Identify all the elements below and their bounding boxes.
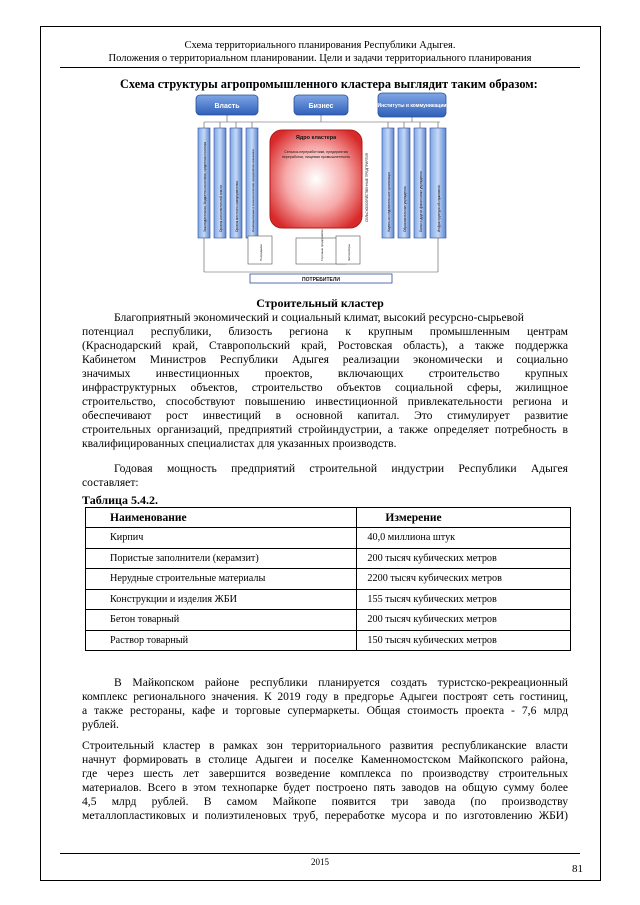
column-label: Образовательные учреждения — [403, 186, 407, 232]
running-header-line1: Схема территориального планирования Республики Адыгея. — [184, 40, 456, 51]
table-caption: Таблица 5.4.2. — [82, 493, 158, 507]
cell-name: Конструкции и изделия ЖБИ — [86, 589, 357, 610]
paragraph-line: Благоприятный экономический и социальный климат, высокий ресурсно-сырьевой — [114, 311, 525, 324]
bottom-box-label: Экспортёры — [347, 244, 351, 261]
paragraph-line: инфраструктурных объектов, строительство объектов социальной сферы, жилищное — [82, 381, 568, 394]
paragraph-line: строительных организаций, предприятий стройиндустрии, а также определяет потребность в — [82, 423, 568, 436]
paragraph-line: начнут формировать в столице Адыгеи и поселке Каменномостском Майкопского района, — [82, 753, 568, 766]
page-number: 81 — [572, 863, 583, 875]
left-column-4 — [246, 128, 258, 238]
right-column-4 — [430, 128, 446, 238]
paragraph-line: Годовая мощность предприятий строительной индустрии Республики Адыгея — [114, 462, 568, 475]
paragraph-line: а также рестораны, кафе и торговые супермаркеты. Общая стоимость проекта - 7,6 млрд — [82, 704, 568, 717]
left-column-2 — [214, 128, 226, 238]
table-row — [86, 589, 571, 610]
cell-measure: 2200 тысяч кубических метров — [357, 569, 571, 590]
table-header-row — [86, 508, 571, 528]
right-column-3 — [414, 128, 426, 238]
paragraph-line: значимых инвестиционных проектов, включающих строительство крупных — [82, 367, 568, 380]
paragraph-line: (Краснодарский край, Ставропольский край, Ростовская область), а также поддержка — [82, 339, 568, 352]
column-label: Органы исполнительной власти — [219, 184, 223, 232]
top-box-label: Бизнес — [308, 103, 334, 110]
table-row — [86, 569, 571, 590]
cell-name: Кирпич — [86, 528, 357, 549]
top-box-vlast — [196, 95, 258, 115]
table-row — [86, 528, 571, 549]
column-label: Органы местного самоуправления — [235, 180, 239, 232]
paragraph-line: материалов. Всего в этом технопарке будет построено пять заводов на общую сумму более — [82, 781, 568, 794]
paragraph-line: комплекс регионального значения. К 2019 году в предгорье Адыгеи построят сеть гостиниц, — [82, 690, 568, 703]
side-label: СЕЛЬСКОХОЗЯЙСТВЕННЫЕ ПРЕДПРИЯТИЯ — [365, 152, 369, 222]
paragraph-line: составляет: — [82, 476, 139, 489]
paragraph-line: квалифицированных специалистах для указанных производств. — [82, 437, 397, 450]
table-row — [86, 610, 571, 631]
paragraph-line: Строительный кластер в рамках зон территориального развития республиканские власти — [82, 739, 568, 752]
paragraph-line: В Майкопском районе республики планируется создать туристско-рекреационный — [114, 676, 568, 689]
column-header-name: Наименование — [86, 508, 357, 528]
core-title: Ядро кластера — [295, 135, 337, 141]
column-label: Инновационные и технологические предприятия-смежники — [251, 149, 255, 232]
paragraph-line: металлопластиковых и полиэтиленовых труб, переработке мусора и по изготовлению ЖБИ) — [82, 809, 568, 822]
column-label: Научно-исследовательские организации — [387, 171, 391, 232]
paragraph-line: обеспечивают рост инвестиций в основной капитал. Это стимулирует развитие — [82, 409, 568, 422]
consumers-label: ПОТРЕБИТЕЛИ — [302, 277, 340, 283]
paragraph-line: строительство, способствуют повышению инвестиционной привлекательности региона и — [82, 395, 568, 408]
top-box-label: Власть — [214, 103, 240, 110]
top-box-label: Институты и коммуникации — [377, 103, 447, 109]
left-column-3 — [230, 128, 242, 238]
cell-name: Пористые заполнители (керамзит) — [86, 548, 357, 569]
paragraph-line: потенциал республики, близость региона к крупным промышленным центрам — [82, 325, 568, 338]
top-box-institutes — [377, 93, 446, 117]
column-label: Законодательная, бюджетно-налоговая, кредитная политика — [203, 141, 207, 232]
paragraph-line: 4,5 млрд рублей. В самом Майкопе появится три завода (по производству — [82, 795, 568, 808]
right-column-1 — [382, 128, 394, 238]
cell-measure: 155 тысяч кубических метров — [357, 589, 571, 610]
footer-year: 2015 — [311, 857, 329, 867]
table-row — [86, 630, 571, 651]
cell-name: Нерудные строительные материалы — [86, 569, 357, 590]
cluster-core — [270, 130, 362, 228]
paragraph-line: где через шесть лет завершится возведение комплекса по производству строительных — [82, 767, 568, 780]
bottom-box-label: Торговые предприятия — [320, 229, 324, 261]
cell-measure: 200 тысяч кубических метров — [357, 548, 571, 569]
bottom-box-label: Посредники — [259, 244, 263, 261]
footer-rule — [60, 853, 580, 854]
cell-name: Раствор товарный — [86, 630, 357, 651]
capacity-table — [85, 507, 571, 651]
left-column-1 — [198, 128, 210, 238]
column-label: Инфраструктура обслуживания — [437, 185, 441, 232]
top-box-biznes — [294, 95, 348, 115]
consumers-box — [250, 274, 392, 283]
cell-name: Бетон товарный — [86, 610, 357, 631]
cell-measure: 150 тысяч кубических метров — [357, 630, 571, 651]
cell-measure: 200 тысяч кубических метров — [357, 610, 571, 631]
column-header-measure: Измерение — [357, 508, 571, 528]
header-rule — [60, 67, 580, 68]
paragraph-line: рублей. — [82, 718, 119, 731]
cell-measure: 40,0 миллиона штук — [357, 528, 571, 549]
scheme-title: Схема структуры агропромышленного кластера выглядит таким образом: — [120, 77, 538, 91]
table-row — [86, 548, 571, 569]
cluster-diagram — [190, 92, 452, 285]
running-header-line2: Положения о территориальном планировании. Цели и задачи территориального планирования — [108, 53, 532, 64]
section-title: Строительный кластер — [256, 296, 384, 310]
core-text: Сельхоз-переработчики, предприятия переработки, пищевая промышленность — [281, 150, 351, 159]
right-column-2 — [398, 128, 410, 238]
column-label: Банки и другие финансовые учреждения — [419, 171, 423, 232]
paragraph-line: Кабинетом Министров Республики Адыгея реализации экономически и социально — [82, 353, 568, 366]
